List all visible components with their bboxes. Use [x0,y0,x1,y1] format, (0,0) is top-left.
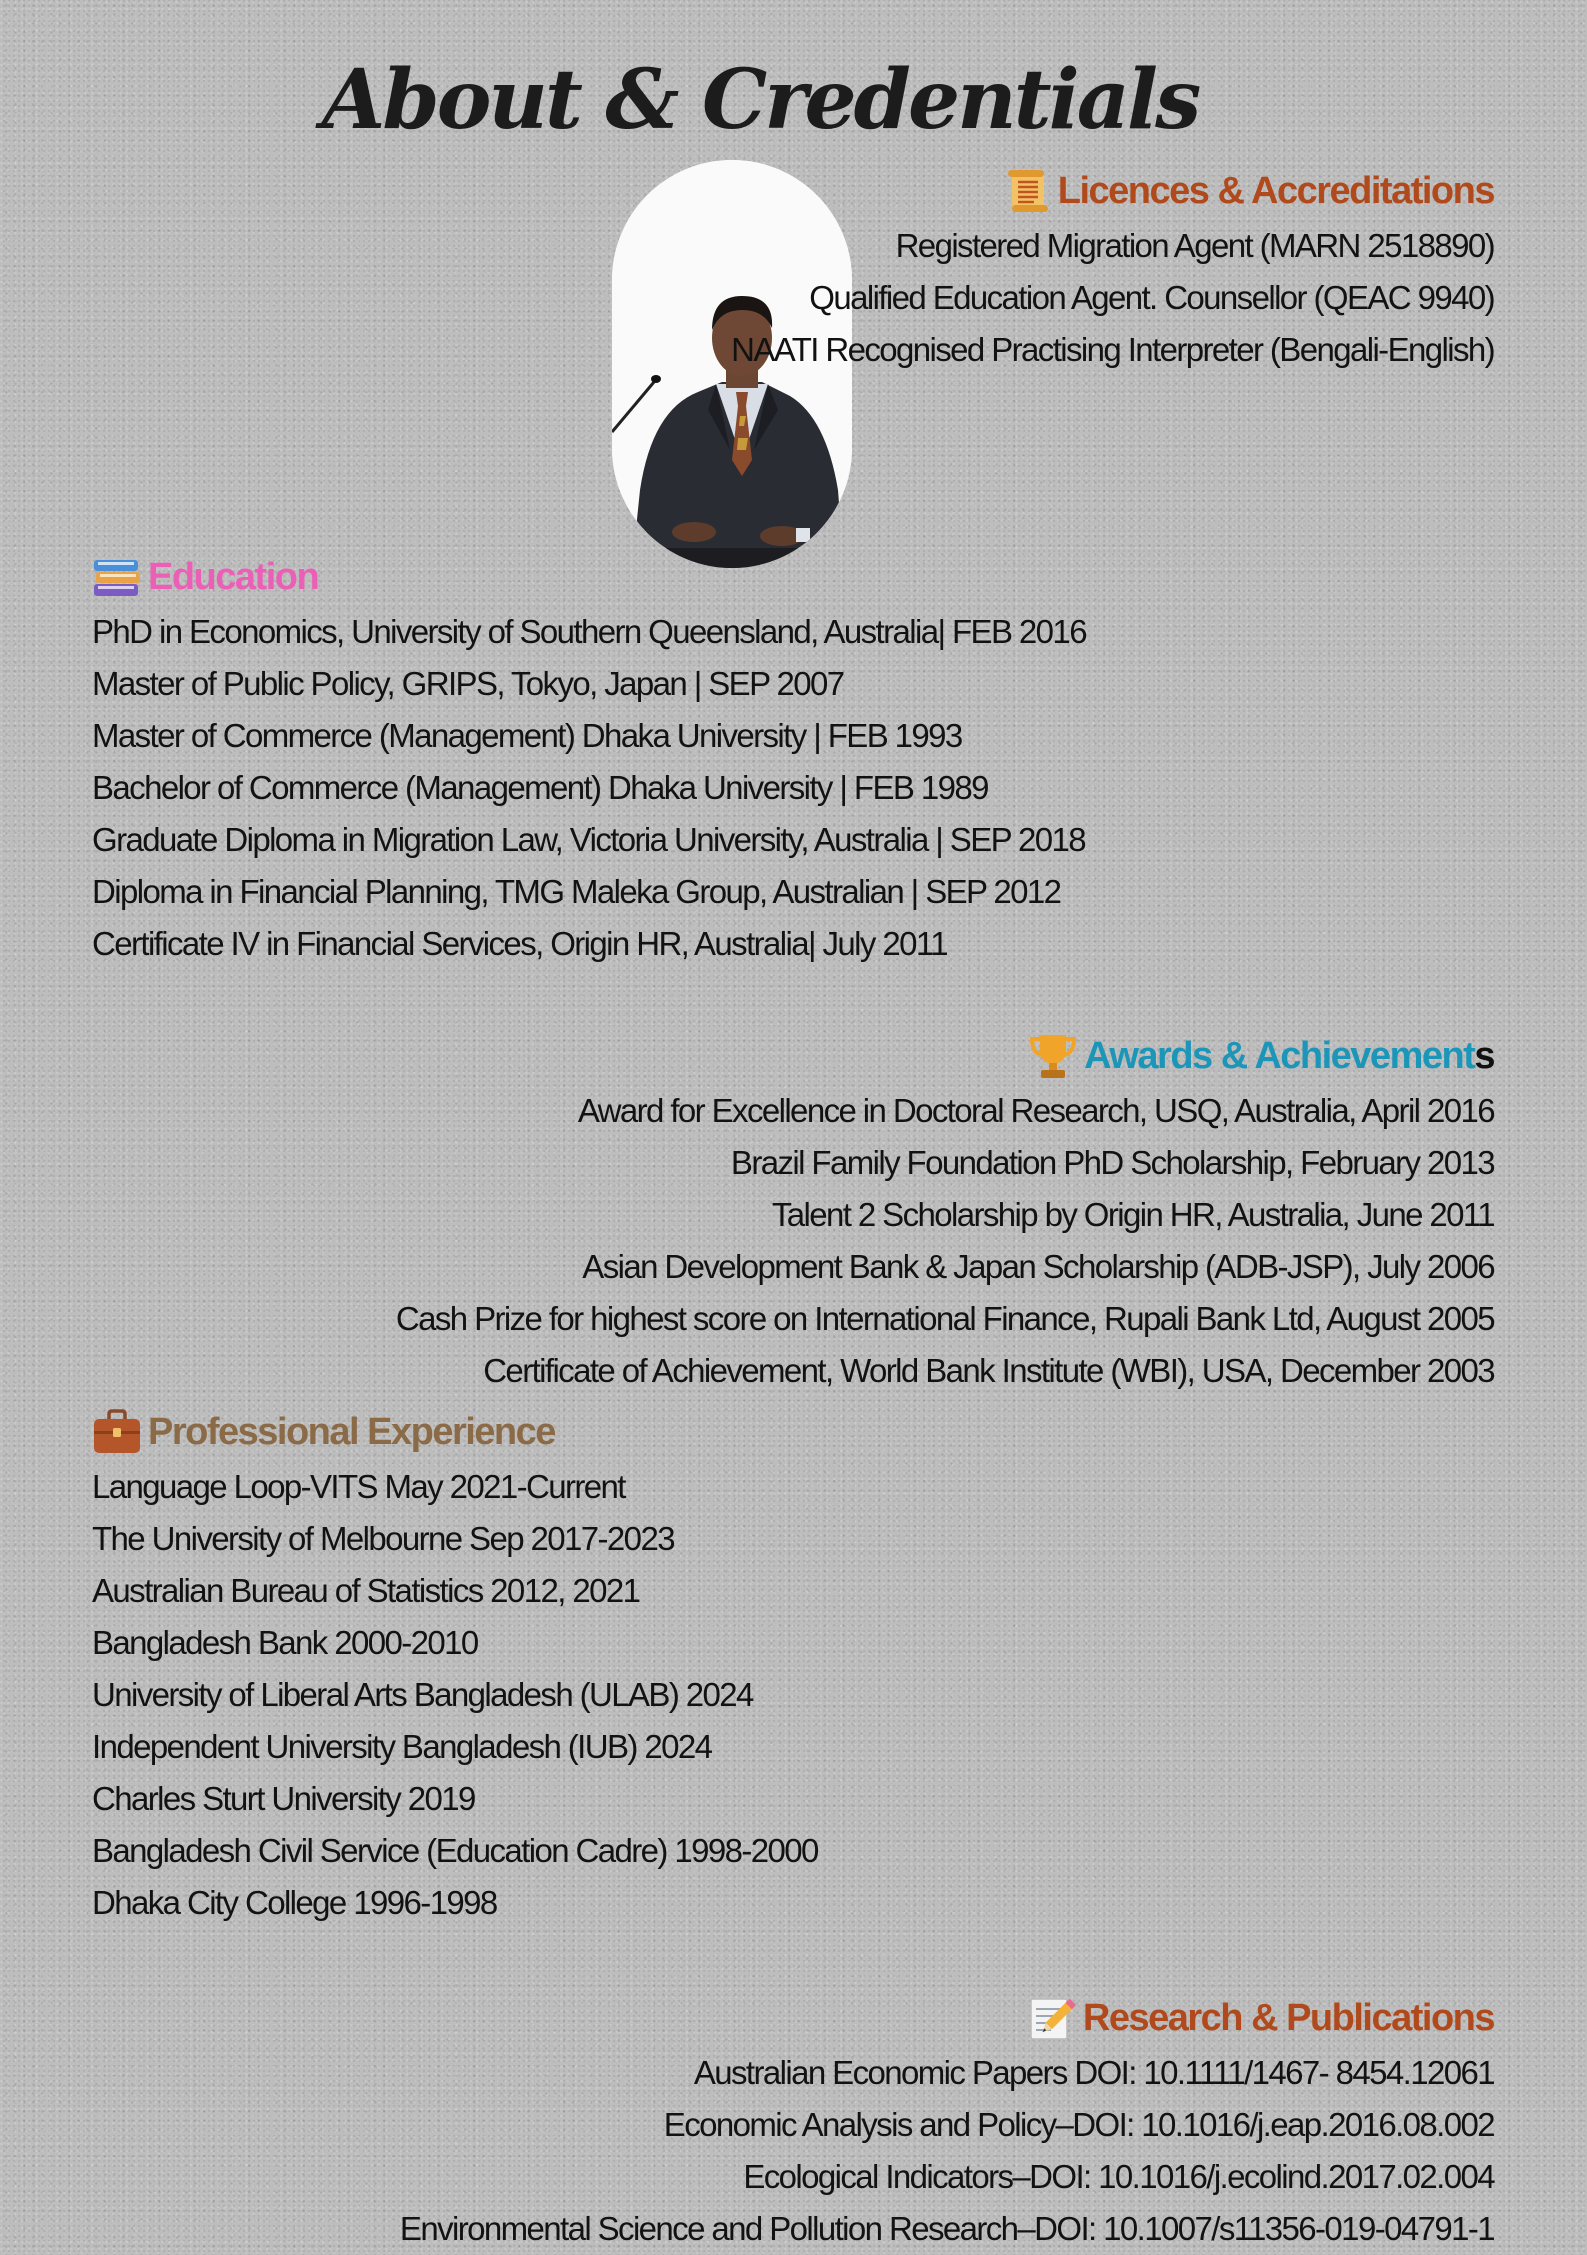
list-item: Independent University Bangladesh (IUB) 2024 [92,1728,712,1765]
books-icon [92,552,142,602]
list-item: Talent 2 Scholarship by Origin HR, Australia, June 2011 [771,1196,1494,1233]
awards-section [396,1027,1494,1397]
list-item: Australian Economic Papers DOI: 10.1111/1467- 8454.12061 [693,2054,1494,2091]
list-item: Award for Excellence in Doctoral Research, USQ, Australia, April 2016 [577,1092,1494,1129]
awards-list [396,1085,1494,1397]
list-item: Bangladesh Civil Service (Education Cadre) 1998-2000 [92,1832,818,1869]
briefcase-icon [92,1407,142,1457]
experience-heading [92,1403,818,1461]
list-item: PhD in Economics, University of Southern Queensland, Australia| FEB 2016 [92,613,1086,650]
list-item: Certificate of Achievement, World Bank Institute (WBI), USA, December 2003 [483,1352,1494,1389]
awards-heading-suffix: s [1474,1034,1494,1077]
scroll-icon [1002,166,1052,216]
list-item: Graduate Diploma in Migration Law, Victoria University, Australia | SEP 2018 [92,821,1086,858]
list-item: Ecological Indicators–DOI: 10.1016/j.ecolind.2017.02.004 [743,2158,1494,2195]
experience-list [92,1461,818,1929]
research-list [400,2047,1494,2255]
list-item: Certificate IV in Financial Services, Origin HR, Australia| July 2011 [92,925,947,962]
list-item: Asian Development Bank & Japan Scholarship (ADB-JSP), July 2006 [582,1248,1494,1285]
experience-heading-text: Professional Experience [148,1410,555,1453]
page-title: About & Credentials [321,52,1199,148]
list-item: Environmental Science and Pollution Research–DOI: 10.1007/s11356-019-04791-1 [399,2210,1494,2247]
education-heading [92,548,1086,606]
awards-heading-text: Awards & Achievement [1084,1034,1475,1077]
list-item: Master of Public Policy, GRIPS, Tokyo, Japan | SEP 2007 [92,665,844,702]
list-item: Language Loop-VITS May 2021-Current [92,1468,625,1505]
awards-heading [396,1027,1494,1085]
education-list [92,606,1086,970]
experience-section [92,1403,818,1929]
list-item: The University of Melbourne Sep 2017-2023 [92,1520,674,1557]
education-heading-text: Education [148,555,319,598]
research-heading-text: Research & Publications [1082,1996,1494,2039]
list-item: Australian Bureau of Statistics 2012, 2021 [92,1572,640,1609]
research-heading [400,1989,1494,2047]
list-item: Diploma in Financial Planning, TMG Maleka Group, Australian | SEP 2012 [92,873,1061,910]
list-item: NAATI Recognised Practising Interpreter (Bengali-English) [731,331,1494,368]
research-section [400,1989,1494,2255]
list-item: Cash Prize for highest score on International Finance, Rupali Bank Ltd, August 2005 [395,1300,1494,1337]
licences-heading-text: Licences & Accreditations [1057,169,1494,212]
licences-heading [731,162,1494,220]
list-item: Qualified Education Agent. Counsellor (QEAC 9940) [809,279,1494,316]
list-item: Economic Analysis and Policy–DOI: 10.1016/j.eap.2016.08.002 [663,2106,1494,2143]
list-item: Bangladesh Bank 2000-2010 [92,1624,478,1661]
memo-pencil-icon [1027,1993,1077,2043]
licences-section [731,162,1494,376]
list-item: Master of Commerce (Management) Dhaka University | FEB 1993 [92,717,962,754]
list-item: Dhaka City College 1996-1998 [92,1884,497,1921]
list-item: University of Liberal Arts Bangladesh (ULAB) 2024 [92,1676,753,1713]
list-item: Registered Migration Agent (MARN 2518890) [895,227,1494,264]
list-item: Bachelor of Commerce (Management) Dhaka University | FEB 1989 [92,769,988,806]
list-item: Brazil Family Foundation PhD Scholarship, February 2013 [730,1144,1494,1181]
licences-list [731,220,1494,376]
trophy-icon [1028,1031,1078,1081]
list-item: Charles Sturt University 2019 [92,1780,475,1817]
education-section [92,548,1086,970]
